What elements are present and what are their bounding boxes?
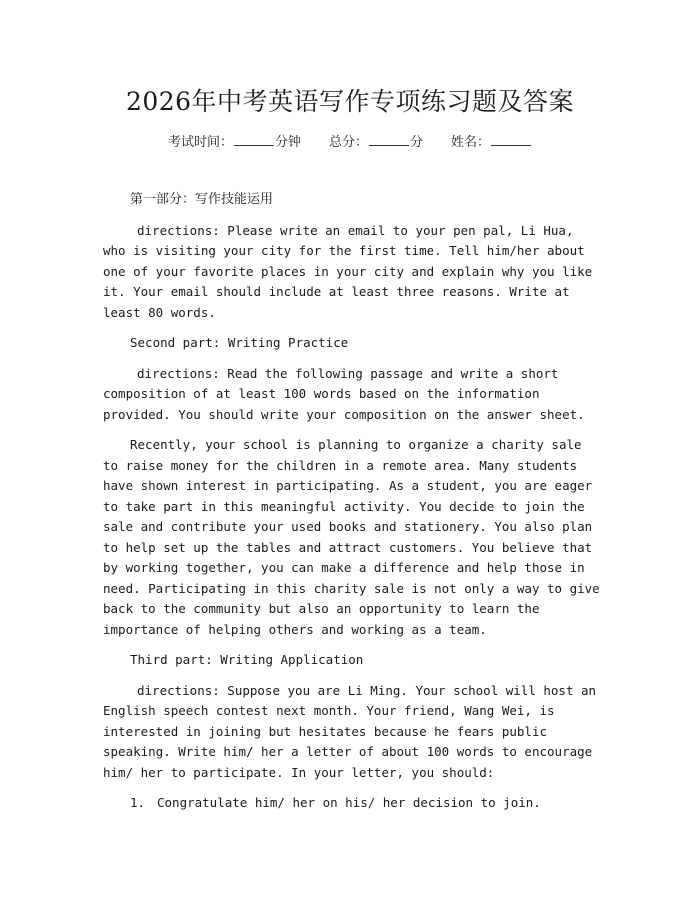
section-3-directions: directions: Suppose you are Li Ming. Your school will host an English speech contest next month. Your friend, Wang Wei, is interested in joining but hesitates because he fears public speaking. Write him/ her a letter of about 100 words to encourage him/ her to participate. In your letter, you should: — [103, 682, 597, 780]
exam-time — [168, 131, 301, 150]
score-blank — [369, 133, 409, 146]
section-3-title: Third part: Writing Application — [130, 652, 364, 667]
section-2-passage: Recently, your school is planning to organize a charity sale to raise money for the children in a remote area. Many students have shown interest in participating. As a student, you are eager to take part in this meaningful activity. You decide to join the sale and contribute your used books and stationery. You also plan to help set up the tables and attract customers. You believe that by working together, you can make a difference and help those in need. Participating in this charity sale is not only a way to give back to the community but also an opportunity to learn the importance of helping others and working as a team. — [103, 437, 600, 637]
document-content — [103, 190, 603, 814]
name-label: 姓名： — [451, 135, 491, 150]
section-1-directions: directions: Please write an email to your pen pal, Li Hua, who is visiting your city for the first time. Tell him/her about one of your favorite places in your city and explain why you like it. Your email should include at least three reasons. Write at least 80 words. — [103, 222, 593, 320]
section-2-directions: directions: Read the following passage and write a short composition of at least 100 words based on the information provided. You should write your composition on the answer sheet. — [103, 365, 585, 422]
score-unit: 分 — [410, 135, 424, 150]
time-unit: 分钟 — [274, 135, 301, 150]
name-blank — [491, 133, 531, 146]
exam-name — [451, 131, 532, 150]
exam-score — [329, 131, 423, 150]
list-item-number: 1. — [130, 795, 146, 810]
list-item-text: Congratulate him/ her on his/ her decision to join. — [157, 795, 541, 810]
section-1-title: 第一部分：写作技能运用 — [130, 192, 274, 207]
exam-meta — [0, 131, 700, 150]
list-item — [103, 793, 603, 814]
time-label: 考试时间： — [167, 135, 233, 150]
score-label: 总分： — [328, 135, 368, 150]
time-blank — [234, 133, 274, 146]
page-title: 2026年中考英语写作专项练习题及答案 — [125, 87, 575, 116]
section-2-title: Second part: Writing Practice — [130, 335, 349, 350]
